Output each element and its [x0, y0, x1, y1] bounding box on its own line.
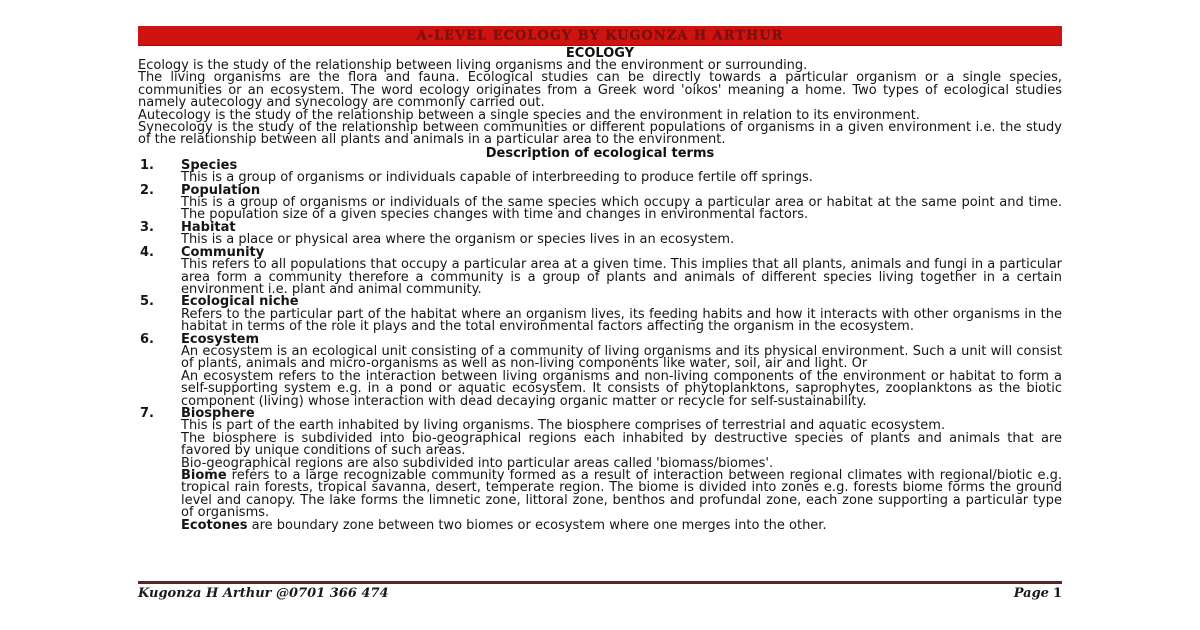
term-keyword-ecotones: Ecotones	[181, 517, 248, 533]
intro-paragraph: Synecology is the study of the relationship between communities or different populations of organisms in a given environment i.e. the study of the relationship between all plants and animals in a particular area to the environment.	[138, 120, 1062, 148]
term-paragraph: An ecosystem refers to the interaction between living organisms and non-living components of the environment or habitat to form a self-supporting system e.g. in a pond or aquatic ecosystem. It consists of phytoplanktons, saprophytes, zooplanktons as the biotic component (living) whose interaction with dead decaying organic matter or recycle for self-sustainability.	[181, 368, 1062, 409]
term-paragraph: This is a place or physical area where the organism or species lives in an ecosystem.	[181, 232, 735, 248]
document-title: ECOLOGY	[565, 46, 635, 61]
term-name: Ecological niche	[181, 294, 299, 310]
term-paragraph: The biosphere is subdivided into bio-geographical regions each inhabited by destructive species of plants and animals that are favored by unique conditions of such areas.	[181, 430, 1062, 459]
intro-paragraph: The living organisms are the flora and fauna. Ecological studies can be directly towards a particular organism or a single species, communities or an ecosystem. The word ecology originates from a Greek word 'oikos' meaning a home. Two types of ecological studies namely autecology and synecology are commonly carried out.	[138, 70, 1062, 111]
term-number: 5.	[140, 294, 154, 310]
author-credit: Kugonza H Arthur @0701 366 474	[138, 586, 389, 601]
section-heading: Description of ecological terms	[485, 145, 715, 161]
term-paragraph: This refers to all populations that occupy a particular area at a given time. This implies that all plants, animals and fungi in a particular area form a community therefore a community is a group of plants and animals of different species living together in a certain environment i.e. plant and animal community.	[181, 257, 1062, 297]
page-number: 1	[1052, 586, 1062, 601]
term-number: 4.	[140, 244, 154, 260]
term-name: Population	[181, 182, 261, 198]
term-name: Ecosystem	[181, 331, 260, 347]
term-number: 3.	[140, 219, 154, 235]
term-name: Community	[181, 244, 265, 260]
page-indicator	[1014, 586, 1062, 601]
term-paragraph-text: refers to a large recognizable community formed as a result of interaction between regional climates with regional/biotic e.g. tropical rain forests, tropical savanna, desert, temperate region. The biome is divided into zones e.g. forests biome forms the ground level and canopy. The lake forms the limnetic zone, littoral zone, benthos and profundal zone, each zone supporting a particular type of organisms.	[181, 468, 1062, 521]
term-paragraph: This is part of the earth inhabited by living organisms. The biosphere comprises of terrestrial and aquatic ecosystem.	[181, 418, 946, 434]
term-keyword-biome: Biome	[181, 468, 227, 483]
term-paragraph	[181, 470, 1062, 520]
term-paragraph	[181, 517, 1062, 533]
banner-title: A-LEVEL ECOLOGY BY KUGONZA H ARTHUR	[416, 28, 784, 43]
term-number: 2.	[140, 182, 154, 198]
document-body	[138, 60, 1062, 532]
term-number: 6.	[140, 331, 154, 347]
term-number: 7.	[140, 405, 154, 421]
term-item-ecological-niche	[138, 296, 1062, 333]
term-paragraph-text: are boundary zone between two biomes or ecosystem where one merges into the other.	[247, 517, 827, 533]
term-paragraph: An ecosystem is an ecological unit consisting of a community of living organisms and its physical environment. Such a unit will consist of plants, animals and micro-organisms as well as non-living components like water, soil, air and light. Or	[181, 343, 1062, 372]
term-paragraph: Refers to the particular part of the habitat where an organism lives, its feeding habits and how it interacts with other organisms in the habitat in terms of the role it plays and the total environmental factors affecting the organism in the ecosystem.	[181, 306, 1062, 335]
intro-paragraph: Autecology is the study of the relationship between a single species and the environment in relation to its environment.	[138, 107, 920, 123]
page-footer	[138, 581, 1062, 601]
document-content	[138, 26, 1062, 532]
term-item-species	[138, 157, 1062, 186]
term-item-population	[138, 182, 1062, 223]
term-item-ecosystem	[138, 331, 1062, 409]
page-label: Page	[1013, 586, 1049, 601]
term-paragraph: This is a group of organisms or individuals of the same species which occupy a particular area or habitat at the same point and time. The population size of a given species changes with time and changes in environmental factors.	[181, 195, 1062, 223]
term-name: Habitat	[181, 219, 236, 235]
term-item-biosphere	[138, 405, 1062, 533]
intro-paragraph: Ecology is the study of the relationship between living organisms and the environment or surrounding.	[138, 58, 808, 73]
term-paragraph: This is a group of organisms or individuals capable of interbreeding to produce fertile off springs.	[181, 170, 813, 186]
header-banner	[138, 26, 1062, 46]
term-name: Biosphere	[181, 405, 255, 421]
term-paragraph: Bio-geographical regions are also subdivided into particular areas called 'biomass/biomes'.	[181, 455, 774, 471]
term-item-habitat	[138, 219, 1062, 248]
term-number: 1.	[140, 157, 154, 173]
term-name: Species	[181, 157, 238, 173]
term-item-community	[138, 244, 1062, 297]
